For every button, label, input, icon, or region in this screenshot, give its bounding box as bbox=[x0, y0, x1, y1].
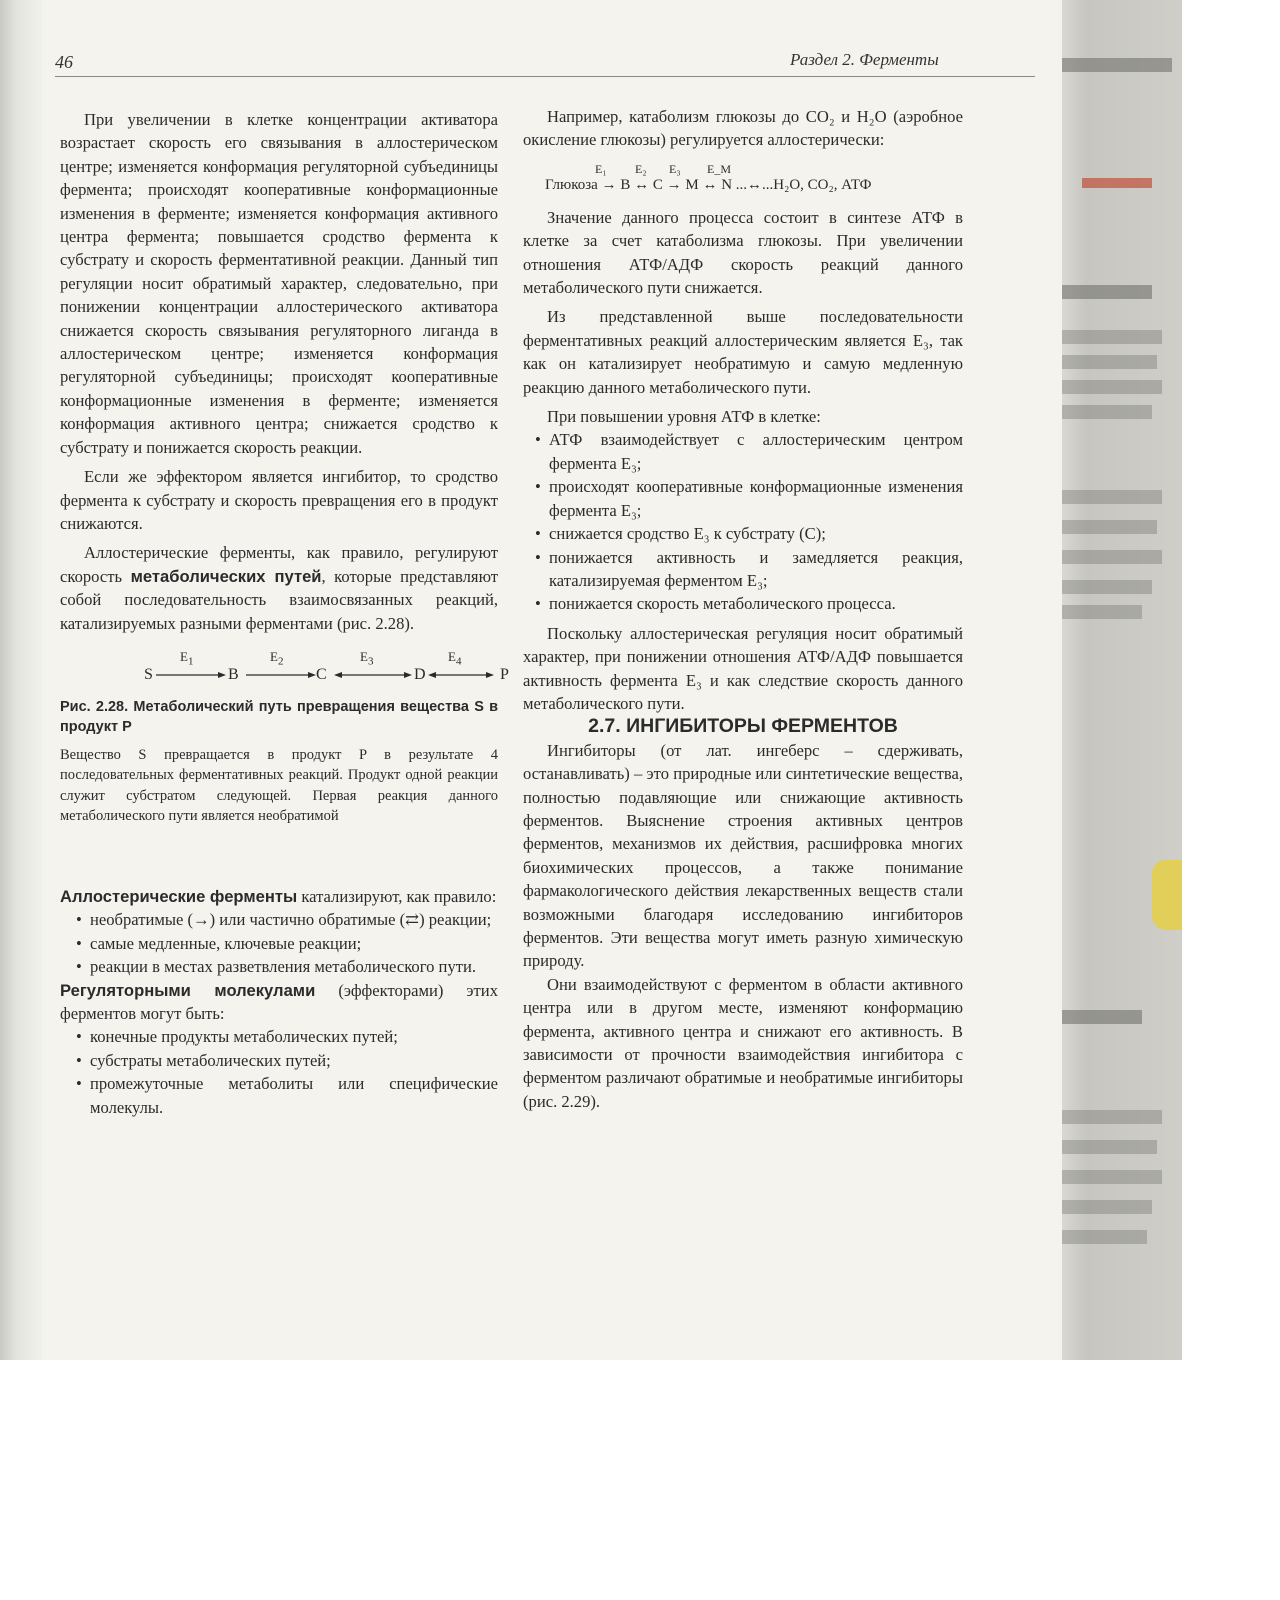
allosteric-reactions-list bbox=[60, 908, 498, 978]
paragraph-reversible-regulation: Поскольку аллостерическая регуляция носит обратимый характер, при понижении отношения АТФ/АДФ повышается активность фермента E₃ и как следствие скорость данного метаболического пути. bbox=[523, 623, 963, 713]
term-allosteric-enzymes: Аллостерические ферменты bbox=[60, 886, 298, 906]
glucose-enzyme-e1: E₁ bbox=[595, 161, 607, 176]
adjacent-text-band bbox=[1062, 355, 1157, 369]
enzyme-index: 4 bbox=[455, 655, 462, 668]
term-metabolic-pathways: метаболических путей bbox=[130, 566, 322, 586]
paragraph-atp-increase: При повышении уровня АТФ в клетке: bbox=[547, 407, 821, 427]
left-column bbox=[60, 108, 509, 1119]
scan-bottom-margin bbox=[0, 1360, 1280, 1600]
paragraph-regulatory-molecules bbox=[60, 979, 498, 1026]
scheme-node-c: C bbox=[316, 665, 327, 683]
adjacent-page-strip bbox=[1062, 0, 1182, 1360]
term-regulatory-molecules: Регуляторными молекулами bbox=[60, 980, 316, 1000]
figure-2-28-caption: Вещество S превращается в продукт P в результате 4 последовательных ферментативных реакций. Продукт одной реакции служит субстратом следующей. Первая реакция данного метаболического пути является необратимой bbox=[60, 746, 498, 825]
scheme-node-p: P bbox=[500, 665, 509, 683]
list-item: • реакции в местах разветвления метаболического пути. bbox=[78, 955, 498, 978]
list-item: • конечные продукты метаболических путей; bbox=[78, 1025, 498, 1048]
adjacent-caption-band bbox=[1062, 285, 1152, 299]
section-heading-inhibitors: 2.7. ИНГИБИТОРЫ ФЕРМЕНТОВ bbox=[588, 715, 898, 738]
list-item: • промежуточные метаболиты или специфические молекулы. bbox=[78, 1072, 498, 1119]
atp-effects-list bbox=[523, 428, 963, 615]
adjacent-text-band bbox=[1062, 1110, 1162, 1124]
enzyme-index: 2 bbox=[277, 655, 284, 668]
paragraph-e3-allosteric: Из представленной выше последовательности ферментативных реакций аллостерическим является E₃, так как он катализирует необратимую и самую медленную реакцию данного метаболического пути. bbox=[523, 307, 963, 397]
text-fragment: , которые представляют собой последовательность взаимосвязанных реакций, катализируемых разными ферментами (рис. 2.28). bbox=[60, 566, 498, 633]
adjacent-text-band bbox=[1062, 330, 1162, 344]
list-item: • происходят кооперативные конформационные изменения фермента E₃; bbox=[537, 475, 963, 522]
scheme-enzyme-e2 bbox=[270, 645, 283, 674]
glucose-enzyme-em: E_M bbox=[707, 161, 731, 176]
adjacent-text-band bbox=[1062, 520, 1157, 534]
scheme-enzyme-e4 bbox=[448, 645, 461, 674]
paragraph-glucose-catabolism: Например, катаболизм глюкозы до CO₂ и H₂O (аэробное окисление глюкозы) регулируется аллостерически: bbox=[523, 107, 963, 150]
adjacent-text-band bbox=[1062, 1200, 1152, 1214]
paragraph-inhibitor-effector: Если же эффектором является ингибитор, то сродство фермента к субстрату и скорость превращения его в продукт снижаются. bbox=[60, 467, 498, 533]
adjacent-text-band bbox=[1062, 1140, 1157, 1154]
list-item: • АТФ взаимодействует с аллостерическим центром фермента E₃; bbox=[537, 428, 963, 475]
enzyme-index: 1 bbox=[187, 655, 194, 668]
adjacent-red-label bbox=[1082, 178, 1152, 188]
text-fragment: (эффекторами) этих ферментов могут быть: bbox=[60, 980, 498, 1023]
adjacent-text-band bbox=[1062, 550, 1162, 564]
glucose-enzyme-e3: E₃ bbox=[669, 161, 681, 176]
pathway-scheme bbox=[60, 643, 509, 687]
text-fragment: Аллостерические ферменты, как правило, регулируют скорость bbox=[60, 543, 498, 586]
list-item: • субстраты метаболических путей; bbox=[78, 1049, 498, 1072]
page-number: 46 bbox=[55, 52, 73, 72]
paragraph-metabolic-pathways bbox=[60, 541, 498, 635]
adjacent-figure-fragment bbox=[1152, 860, 1182, 930]
list-item: • снижается сродство E₃ к субстрату (C); bbox=[537, 522, 963, 545]
glucose-enzyme-e2: E₂ bbox=[635, 161, 647, 176]
adjacent-text-band bbox=[1062, 580, 1152, 594]
scheme-node-b: B bbox=[228, 665, 239, 683]
text-fragment: катализируют, как правило: bbox=[297, 886, 497, 906]
adjacent-header-band bbox=[1062, 58, 1172, 72]
enzyme-index: 3 bbox=[367, 655, 374, 668]
enzyme-letter: E bbox=[360, 648, 368, 664]
figure-2-28-title: Рис. 2.28. Метаболический путь превращения вещества S в продукт P bbox=[60, 698, 498, 735]
glucose-scheme bbox=[523, 158, 963, 198]
enzyme-letter: E bbox=[270, 648, 278, 664]
enzyme-letter: E bbox=[448, 648, 456, 664]
paragraph-atp-synthesis: Значение данного процесса состоит в синтезе АТФ в клетке за счет катаболизма глюкозы. При увеличении отношения АТФ/АДФ скорость реакций данного метаболического пути снижается. bbox=[523, 207, 963, 298]
list-item: • необратимые (→) или частично обратимые (⇄) реакции; bbox=[78, 908, 498, 931]
scheme-node-s: S bbox=[144, 665, 153, 683]
adjacent-text-band bbox=[1062, 490, 1162, 504]
enzyme-letter: E bbox=[180, 648, 188, 664]
regulatory-molecules-list bbox=[60, 1025, 498, 1119]
paragraph-inhibitors-interaction: Они взаимодействуют с ферментом в области активного центра или в другом месте, изменяют конформацию фермента, активного центра и снижают его активность. В зависимости от прочности взаимодействия ингибитора с ферментом различают обратимые и необратимые ингибиторы (рис. 2.29). bbox=[523, 974, 963, 1111]
adjacent-text-band bbox=[1062, 1230, 1147, 1244]
scheme-node-d: D bbox=[414, 665, 426, 683]
adjacent-text-band bbox=[1062, 605, 1142, 619]
paragraph-allosteric-enzymes bbox=[60, 885, 498, 908]
list-item: • самые медленные, ключевые реакции; bbox=[78, 932, 498, 955]
paragraph-inhibitors-definition: Ингибиторы (от лат. ингеберс – сдерживать, останавливать) – это природные или синтетические вещества, полностью подавляющие или снижающие активность ферментов. Выяснение строения активных центров ферментов, механизмов их действия, расшифровка многих биохимических процессов, а также понимание фармакологического действия лекарственных веществ стали возможными благодаря исследованию ингибиторов ферментов. Эти вещества могут иметь разную химическую природу. bbox=[523, 740, 963, 971]
running-header: Раздел 2. Ферменты bbox=[790, 50, 939, 69]
adjacent-text-band bbox=[1062, 380, 1162, 394]
scheme-enzyme-e1 bbox=[180, 645, 193, 674]
right-column bbox=[523, 105, 963, 1113]
scheme-enzyme-e3 bbox=[360, 645, 373, 674]
list-item: • понижается скорость метаболического процесса. bbox=[537, 592, 963, 615]
list-item: • понижается активность и замедляется реакция, катализируемая ферментом E₃; bbox=[537, 546, 963, 593]
header-rule bbox=[55, 76, 1035, 77]
adjacent-text-band bbox=[1062, 405, 1152, 419]
scan-left-edge bbox=[0, 0, 42, 1360]
paragraph-activator: При увеличении в клетке концентрации активатора возрастает скорость его связывания в аллостерическом центре; изменяется конформация регуляторной субъединицы фермента; происходят кооперативные конформационные изменения в ферменте; изменяется конформация активного центра фермента; повышается сродство фермента к субстрату и скорость ферментативной реакции. Данный тип регуляции носит обратимый характер, следовательно, при понижении концентрации аллостерического активатора снижается скорость связывания регуляторного лиганда в аллостерическом центре; изменяется конформация регуляторной субъединицы; происходят кооперативные конформационные изменения в ферменте; изменяется конформация активного центра; снижается сродство к субстрату и понижается скорость реакции. bbox=[60, 110, 498, 457]
adjacent-text-band bbox=[1062, 1170, 1162, 1184]
adjacent-caption-band bbox=[1062, 1010, 1142, 1024]
glucose-pathway-line: Глюкоза → B ↔ C → M ↔ N ...↔...H₂O, CO₂, АТФ bbox=[545, 176, 872, 193]
